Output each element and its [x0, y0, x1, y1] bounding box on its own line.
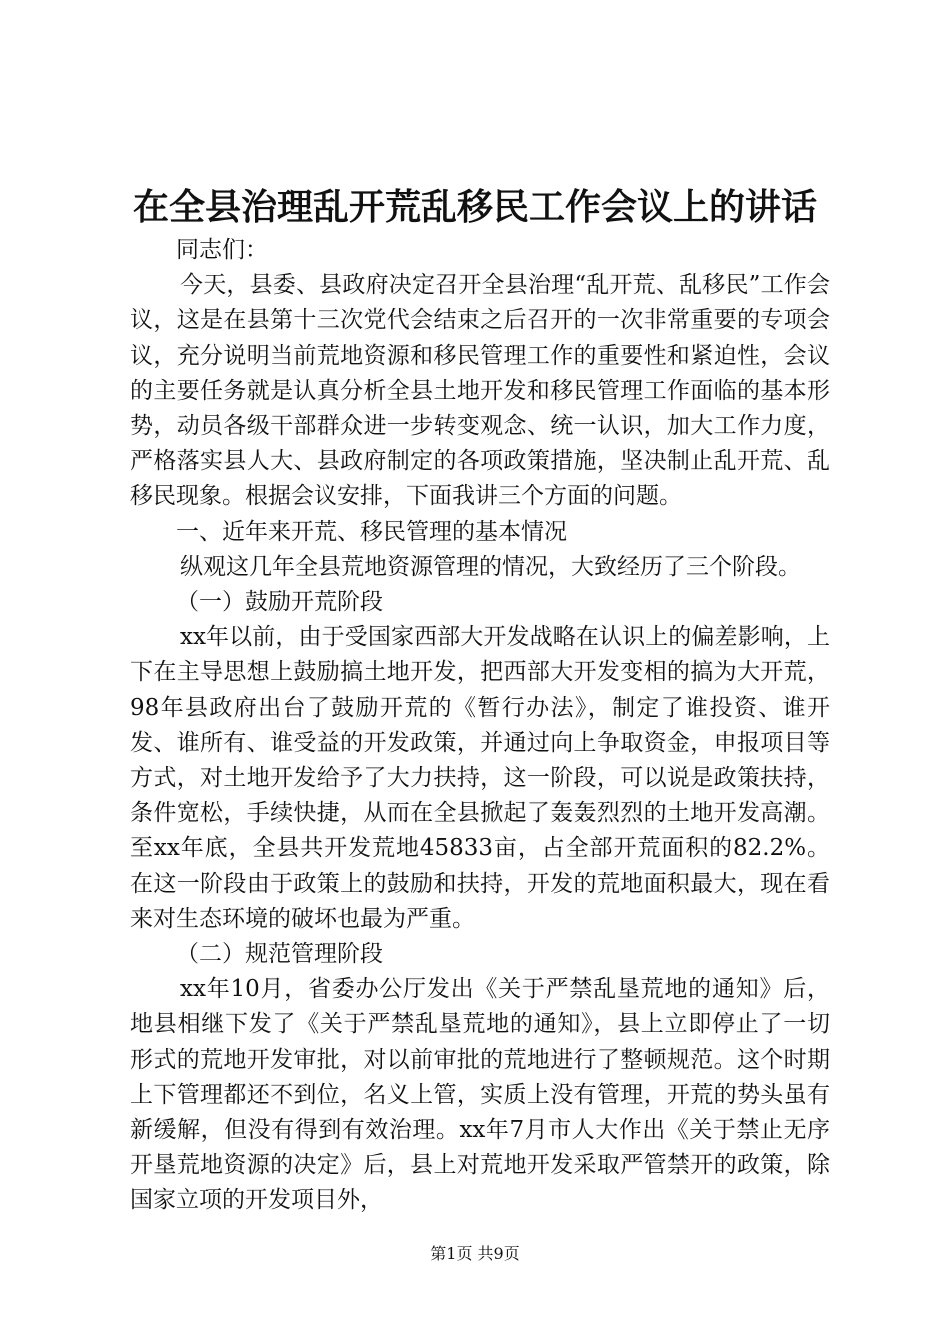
- paragraph-overview: 纵观这几年全县荒地资源管理的情况，大致经历了三个阶段。: [180, 553, 801, 580]
- salutation: 同志们：: [176, 237, 268, 263]
- section-heading-1: 一、近年来开荒、移民管理的基本情况: [176, 518, 567, 545]
- paragraph-stage-1: xx年以前，由于受国家西部大开发战略在认识上的偏差影响，上下在主导思想上鼓励搞土地开发，把西部大开发变相的搞为大开荒，98年县政府出台了鼓励开荒的《暂行办法》，制定了谁投资、谁开发、谁所有、谁受益的开发政策，并通过向上争取资金，申报项目等方式，对土地开发给予了大力扶持，这一阶段，可以说是政策扶持，条件宽松，手续快捷，从而在全县掀起了轰轰烈烈的土地开发高潮。至xx年底，全县共开发荒地45833亩，占全部开荒面积的82.2%。在这一阶段由于政策上的鼓励和扶持，开发的荒地面积最大，现在看来对生态环境的破坏也最为严重。: [130, 624, 830, 932]
- subsection-heading-1: （一）鼓励开荒阶段: [176, 589, 383, 616]
- subsection-heading-2: （二）规范管理阶段: [176, 941, 383, 968]
- document-body: [130, 233, 830, 1219]
- paragraph-stage-2: xx年10月，省委办公厅发出《关于严禁乱垦荒地的通知》后，地县相继下发了《关于严禁乱垦荒地的通知》，县上立即停止了一切形式的荒地开发审批，对以前审批的荒地进行了整顿规范。这个时期上下管理都还不到位，名义上管，实质上没有管理，开荒的势头虽有新缓解，但没有得到有效治理。xx年7月市人大作出《关于禁止无序开垦荒地资源的决定》后，县上对荒地开发采取严管禁开的政策，除国家立项的开发项目外，: [130, 976, 830, 1214]
- document-title: 在全县治理乱开荒乱移民工作会议上的讲话: [132, 186, 817, 228]
- page-number-footer: 第1页 共9页: [430, 1244, 520, 1263]
- paragraph-opening: 今天，县委、县政府决定召开全县治理“乱开荒、乱移民”工作会议，这是在县第十三次党代会结束之后召开的一次非常重要的专项会议，充分说明当前荒地资源和移民管理工作的重要性和紧迫性，会议的主要任务就是认真分析全县土地开发和移民管理工作面临的基本形势，动员各级干部群众进一步转变观念、统一认识，加大工作力度，严格落实县人大、县政府制定的各项政策措施，坚决制止乱开荒、乱移民现象。根据会议安排，下面我讲三个方面的问题。: [130, 272, 830, 510]
